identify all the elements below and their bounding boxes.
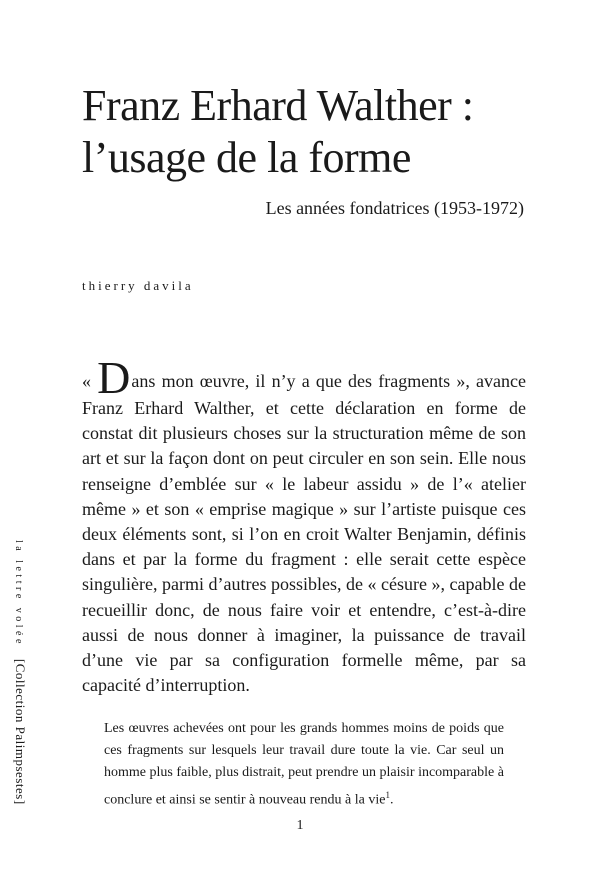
title-line-1: Franz Erhard Walther : <box>82 81 474 130</box>
page-number: 1 <box>296 818 304 833</box>
spine-label <box>8 540 28 875</box>
book-title <box>82 80 552 184</box>
author-name: thierry davila <box>82 278 194 293</box>
body-paragraph <box>82 352 526 698</box>
title-line-2: l’usage de la forme <box>82 133 411 182</box>
quotation-end: . <box>389 792 394 808</box>
series-name: la lettre volée <box>13 540 24 647</box>
quotation-text: Les œuvres achevées ont pour les grands hommes moins de poids que ces fragments sur lesquels leur travail dure toute la vie. Car seul un homme plus faible, plus distrait, peut prendre un plaisir incomparable à conclure et ainsi se sentir à nouveau rendu à la vie <box>104 721 504 808</box>
block-quotation <box>104 718 504 812</box>
body-text: ans mon œuvre, il n’y a que des fragments », avance Franz Erhard Walther, et cette déclaration en forme de constat dit plusieurs choses sur la structuration même de son art et sur la façon dont on peut circuler en son sein. Elle nous renseigne d’emblée sur « le labeur assidu » de l’« atelier même » et son « emprise magique » sur l’artiste puisque ces deux éléments sont, si l’on en croit Walter Benjamin, définis dans et par la forme du fragment : elle serait cette espèce singulière, parmi d’autres possibles, de « césure », capable de recueillir donc, de nous faire voir et entendre, c’est-à-dire aussi de nous donner à imaginer, la puissance de travail d’une vie par sa configuration formelle même, par sa capacité d’interruption. <box>82 371 526 696</box>
collection-name: [Collection Palimpsestes] <box>13 658 28 805</box>
footnote-marker: 1 <box>385 790 390 800</box>
book-subtitle: Les années fondatrices (1953-1972) <box>265 198 524 218</box>
opening-quote-mark: « <box>82 371 98 391</box>
drop-cap: D <box>97 352 131 403</box>
